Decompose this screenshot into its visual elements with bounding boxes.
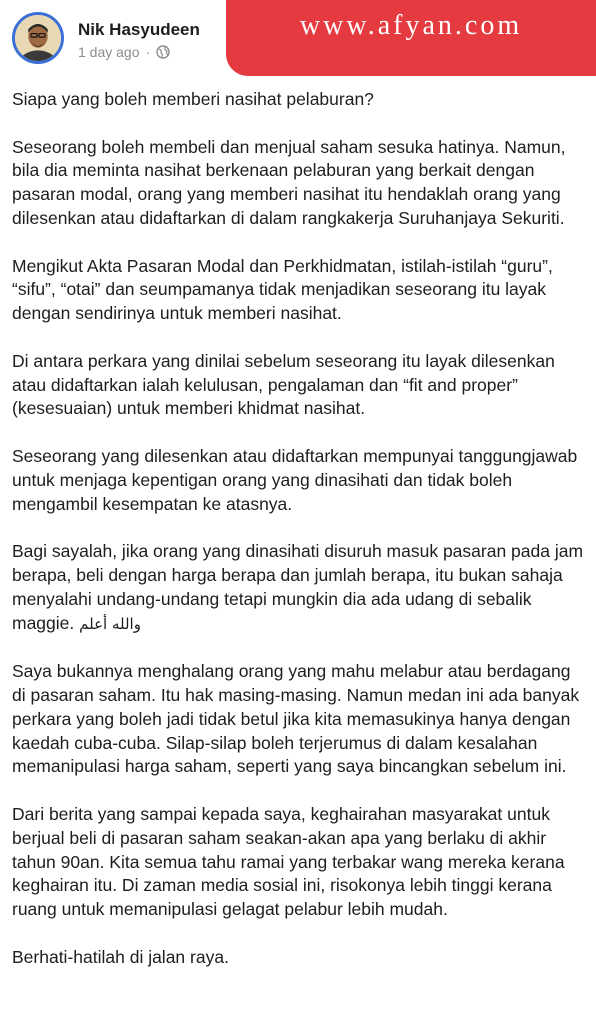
post-paragraph: Mengikut Akta Pasaran Modal dan Perkhidmatan, istilah-istilah “guru”, “sifu”, “otai” dan seumpamanya tidak menjadikan seseorang itu layak dengan sendirinya untuk memberi nasihat.	[12, 255, 553, 324]
post-header	[0, 0, 596, 80]
post-paragraph-text: Bagi sayalah, jika orang yang dinasihati disuruh masuk pasaran pada jam berapa, beli dengan harga berapa dan jumlah berapa, itu bukan sahaja menyalahi undang-undang tetapi mungkin dia ada udang di sebalik maggie.	[12, 541, 584, 633]
post-paragraph: Seseorang boleh membeli dan menjual saham sesuka hatinya. Namun, bila dia meminta nasihat berkenaan pelaburan yang berkait dengan pasaran modal, orang yang memberi nasihat itu hendaklah orang yang dilesenkan atau didaftarkan di dalam rangkakerja Suruhanjaya Sekuriti.	[12, 136, 566, 228]
post-paragraph: Siapa yang boleh memberi nasihat pelaburan?	[12, 89, 374, 109]
post-body	[12, 88, 588, 969]
globe-icon[interactable]	[156, 45, 170, 59]
post-paragraph-with-arabic	[12, 540, 588, 636]
post-paragraph: Saya bukannya menghalang orang yang mahu melabur atau berdagang di pasaran saham. Itu hak masing-masing. Namun medan ini ada banyak perkara yang boleh jadi tidak betul jika kita memasukinya hanya dengan kaedah cuba-cuba. Silap-silap boleh terjerumus di dalam kesalahan memanipulasi harga saham, seperti yang saya bincangkan sebelum ini.	[12, 661, 580, 777]
author-avatar[interactable]	[12, 12, 64, 64]
post-paragraph: Dari berita yang sampai kepada saya, keghairahan masyarakat untuk berjual beli di pasaran saham seakan-akan apa yang berlaku di akhir tahun 90an. Kita semua tahu ramai yang terbakar wang mereka kerana keghairan itu. Di zaman media sosial ini, risokonya lebih tinggi kerana ruang untuk memanipulasi gelagat pelabur lebih mudah.	[12, 803, 565, 920]
post-paragraph: Seseorang yang dilesenkan atau didaftarkan mempunyai tanggungjawab untuk menjaga kepentigan orang yang dinasihati dan tidak boleh mengambil kesempatan ke atasnya.	[12, 445, 578, 514]
avatar-portrait-icon	[15, 15, 61, 61]
author-name[interactable]: Nik Hasyudeen	[78, 20, 200, 39]
meta-separator: ·	[145, 44, 151, 60]
post-paragraph: Berhati-hatilah di jalan raya.	[12, 946, 229, 967]
post-timestamp[interactable]: 1 day ago	[78, 44, 140, 60]
watermark-text: www.afyan.com	[299, 10, 523, 41]
post-paragraph: Di antara perkara yang dinilai sebelum seseorang itu layak dilesenkan atau didaftarkan ialah kelulusan, pengalaman dan “fit and proper” (kesesuaian) untuk memberi khidmat nasihat.	[12, 350, 555, 419]
post-meta	[78, 44, 170, 60]
watermark-banner	[226, 0, 596, 76]
arabic-phrase: والله أعلم	[79, 614, 141, 633]
